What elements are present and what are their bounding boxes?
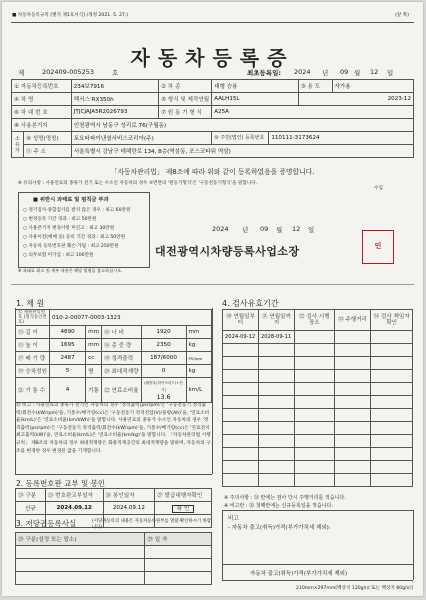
- seal-col-date: ㉖ 봉인일자: [103, 489, 155, 502]
- length-unit: mm: [86, 326, 102, 339]
- fuel-efficiency-cell: [141, 378, 186, 403]
- insp-from-date: 2024-09-12: [223, 331, 259, 344]
- plate-col-type: ㉔ 구분: [16, 489, 46, 502]
- seating-unit: 명: [86, 365, 102, 378]
- insp-col-to: ㉛ 연월일까지: [258, 310, 294, 331]
- fine-item: ○ 자동차 등록번호판 훼손·가림 : 최고 250만원: [23, 244, 119, 249]
- first-registration-month: 09: [340, 68, 349, 76]
- engine-type-label: ⑦ 원 동 기 형 식: [159, 106, 212, 119]
- fine-item: ○ 변경등록 기간 경과 : 최고 50만원: [23, 217, 97, 222]
- cylinders: 4: [50, 378, 86, 403]
- insp-to-date: 2028-09-11: [258, 331, 294, 344]
- cert-note: ※ 유의사항 : 사용연료의 종류가 전기 또는 수소인 자동차의 경우 ⑤번란의 '원동기형식'은 '구동전동기형식'을 말합니다.: [18, 181, 258, 186]
- corp-number: 110111-3173624: [269, 132, 414, 145]
- height-unit: mm: [86, 339, 102, 352]
- owner-name: 토요타파이낸셜서비스코리아(주): [71, 132, 211, 145]
- inspection-note-1: ※ 주의사항 : ㉝ 란에는 검사 당시 주행거리를 적습니다.: [224, 495, 346, 501]
- rated-output: 187/6000: [141, 352, 186, 365]
- base-location: 인천광역시 남동구 성리로 76(구월동): [71, 119, 413, 132]
- max-load-unit: kg: [186, 365, 211, 378]
- vin: JTJCJAJA5R2026793: [71, 106, 158, 119]
- fine-item: ○ 사용이전(매매 등) 등록 기간 경과 : 최고 50만원: [23, 235, 126, 240]
- agent-stamp-cell: [155, 502, 212, 515]
- day-unit: 일: [387, 69, 394, 77]
- first-registration-label: 최초등록일:: [247, 69, 281, 77]
- spec-number-label: ⑫ 제원관리번호 (형식승인번호): [16, 310, 50, 326]
- fine-item: ○ 정기검사·종합검사를 받지 않은 경우 : 최고 60만원: [23, 208, 131, 213]
- seating-label: ⑲ 승차정원: [16, 365, 50, 378]
- issuer-name: 대전광역시차량등록사업소장: [155, 245, 300, 258]
- length: 4890: [50, 326, 86, 339]
- width: 1920: [141, 326, 186, 339]
- fine-notice-title: ■ 위반시 과태료 및 범칙금 부과: [33, 197, 109, 203]
- manufacture-date: 2023-12: [298, 93, 413, 106]
- page-side-label: (앞 쪽): [395, 13, 409, 18]
- issue-day-unit: 일: [308, 226, 315, 234]
- vehicle-info-table: [11, 79, 414, 158]
- certification-statement: 「자동차관리법」 제8조에 따라 위와 같이 등록하였음을 증명합니다.: [110, 168, 315, 176]
- max-load-label: ⑳ 최대적재량: [102, 365, 141, 378]
- first-registration-day: 12: [370, 68, 379, 76]
- plate-heading: 2. 등록번호판 교부 및 봉인: [16, 479, 106, 488]
- year-unit: 년: [322, 69, 329, 77]
- official-seal: 인: [362, 230, 394, 264]
- issue-year: 2024: [212, 225, 229, 233]
- fuel-efficiency-unit: km/L: [186, 378, 211, 403]
- lien-col-type: ㉘ 구분(설정 또는 말소): [16, 533, 145, 546]
- form-reference: ■ 자동차등록규칙 [별지 제1호서식] (개정 2021. 5. 27.): [12, 13, 129, 18]
- revenue-label: 수입: [374, 186, 383, 191]
- vehicle-type: 대형 승용: [212, 80, 299, 93]
- inspection-heading: 4. 검사유효기간: [222, 299, 279, 308]
- cert-number: 202409-005253: [42, 68, 94, 76]
- agent-col-confirm: ㉗ 발급대행자확인: [155, 489, 212, 502]
- insp-col-officer: ㉞ 검사 책임자확인: [371, 310, 413, 331]
- spec-heading: 1. 제 원: [16, 299, 45, 308]
- plate-col-date: ㉕ 번호판교부일자: [45, 489, 103, 502]
- reg-number: 234보7916: [71, 80, 158, 93]
- width-unit: mm: [186, 326, 211, 339]
- paper-spec: 210mm×297mm[백상지 120g/㎡ 또는 백상지 80g/㎡]: [296, 586, 413, 591]
- vin-label: ⑥ 차 대 번 호: [12, 106, 72, 119]
- cert-number-label: 제: [18, 69, 25, 77]
- spec-table: [15, 309, 212, 403]
- fuel-efficiency: 13.6: [156, 393, 171, 401]
- registration-certificate: [2, 2, 423, 596]
- owner-name-label: ⑨ 성명(명칭): [23, 132, 71, 145]
- engine-type: A25A: [212, 106, 414, 119]
- issue-year-unit: 년: [242, 226, 249, 234]
- lien-heading: 3. 저당권등록사실: [16, 519, 77, 528]
- agent-stamp: 확 인: [172, 505, 195, 513]
- lien-col-date: ㉙ 일 자: [145, 533, 212, 546]
- document-title: 자동차등록증: [130, 46, 295, 70]
- displacement-label: ⑰ 배 기 량: [16, 352, 50, 365]
- price-label: 자동차 출고(취득)가격(부가가치세 제외): [250, 571, 348, 577]
- fine-notice-box: [18, 192, 150, 268]
- issue-day: 12: [292, 225, 301, 233]
- cylinders-unit: 기통: [86, 378, 102, 403]
- rated-output-label: ⑱ 정격출력: [102, 352, 141, 365]
- seal-date: 2024.09.12: [103, 502, 155, 515]
- max-load: 0: [141, 365, 186, 378]
- model-name: 렉서스 RX350h: [71, 93, 158, 106]
- insp-col-place: ㉜ 검사 시행장소: [294, 310, 334, 331]
- fuel-type-note: (휘발유(하이브리드)+전기): [144, 380, 183, 392]
- lien-table: [15, 532, 212, 585]
- bigo-item: - 자동차 출고(취득)가격(부가가치세 제외):: [228, 525, 331, 531]
- displacement: 2487: [50, 352, 86, 365]
- plate-issue-date: 2024.09.12: [45, 502, 103, 515]
- owner-address-label: ⑪ 주 소: [23, 145, 71, 158]
- model-type: AALH15L: [212, 93, 299, 106]
- first-registration-year: 2024: [294, 68, 311, 76]
- displacement-unit: cc: [86, 352, 102, 365]
- width-label: ⑭ 너 비: [102, 326, 141, 339]
- month-unit: 월: [354, 69, 361, 77]
- plate-row-type: 신규: [16, 502, 46, 515]
- model-name-label: ④ 차 명: [12, 93, 72, 106]
- gross-weight-label: ⑯ 총 중 량: [102, 339, 141, 352]
- fine-footnote: ※ 과태료 최소 및 세부 내용은 해당 법령을 참고하십시오.: [18, 268, 123, 273]
- height-label: ⑮ 높 이: [16, 339, 50, 352]
- base-location-label: ⑧ 사용본거지: [12, 119, 72, 132]
- fine-list: [23, 206, 130, 260]
- lien-note: (저당권등록의 내용은 자동차등록원부를 열람·확인하시기 바랍니다): [92, 519, 211, 530]
- spec-remarks: ㉓ 비고 : 사용연료의 종류가 전기인 자동차의 경우 '정격출력(ps/rpm)'은 '구동전동기 정격출력/회전수(kW/rpm)'을, 기통수/배기량(cc)은 '구동전동기 정격전압(V)/용량(Ah)'을, '연료소비율(km/L)'은 '연료소비율(km/kWh)'을 말합니다. 사용연료의 종류가 수소인 자동차의 경우 '정격출력(ps/rpm)'은 '구동전동기 정격출력/회전수(kW/rpm)'을, 기통수/배기량(cc)은 '연료전지 최고출력(kW)'을, 연료소비율(km/L)은 '연료소비율(km/kg)'을 말합니다. 「자동차관리법 시행규칙」 제8조의 자동차의 경우 최대적재량은 화물적재공간의 최대적재량을 말하며, 자동차의 구조를 변경한 경우 변경된 값을 기재합니다.: [16, 403, 211, 454]
- usage-label: ③ 용 도: [298, 80, 332, 93]
- height: 1695: [50, 339, 86, 352]
- spec-number: 010-2-00077-0003-1323: [50, 310, 212, 326]
- gross-weight: 2350: [141, 339, 186, 352]
- fuel-efficiency-label: ㉒ 연료소비율: [102, 378, 141, 403]
- cert-number-suffix: 호: [112, 69, 119, 77]
- corp-number-label: ⑩ 주민(법인) 등록번호: [212, 132, 269, 145]
- rated-output-unit: PS/rpm: [186, 352, 211, 365]
- type-manufacture-label: ⑤ 형식 및 제작연월: [159, 93, 212, 106]
- insp-col-from: ㉚ 연월일부터: [223, 310, 259, 331]
- fine-item: ○ 사용본거지 변경사항 미신고 : 최고 30만원: [23, 226, 115, 231]
- length-label: ⑬ 길 이: [16, 326, 50, 339]
- issue-month: 09: [260, 225, 269, 233]
- fine-item: ○ 의무보험 미가입 : 최고 100만원: [23, 253, 94, 258]
- inspection-note-2: ※ 비고란 : ㉝ 첫째란에는 신규등록일을 적습니다.: [224, 503, 333, 509]
- insp-col-mileage: ㉝ 주행거리: [334, 310, 371, 331]
- usage: 자가용: [332, 80, 414, 93]
- issue-month-unit: 월: [276, 226, 283, 234]
- cylinders-label: ㉑ 기 통 수: [16, 378, 50, 403]
- owner-address: 서울특별시 강남구 테헤란로 134, 8층(역삼동, 포스코타워 역삼): [71, 145, 413, 158]
- vehicle-type-label: ② 차 종: [159, 80, 212, 93]
- reg-number-label: ① 자동차등록번호: [12, 80, 72, 93]
- bigo-label: 비고: [228, 516, 239, 522]
- owner-group-label: 소유자: [12, 132, 24, 158]
- inspection-table: [222, 309, 413, 487]
- gross-weight-unit: kg: [186, 339, 211, 352]
- seating: 5: [50, 365, 86, 378]
